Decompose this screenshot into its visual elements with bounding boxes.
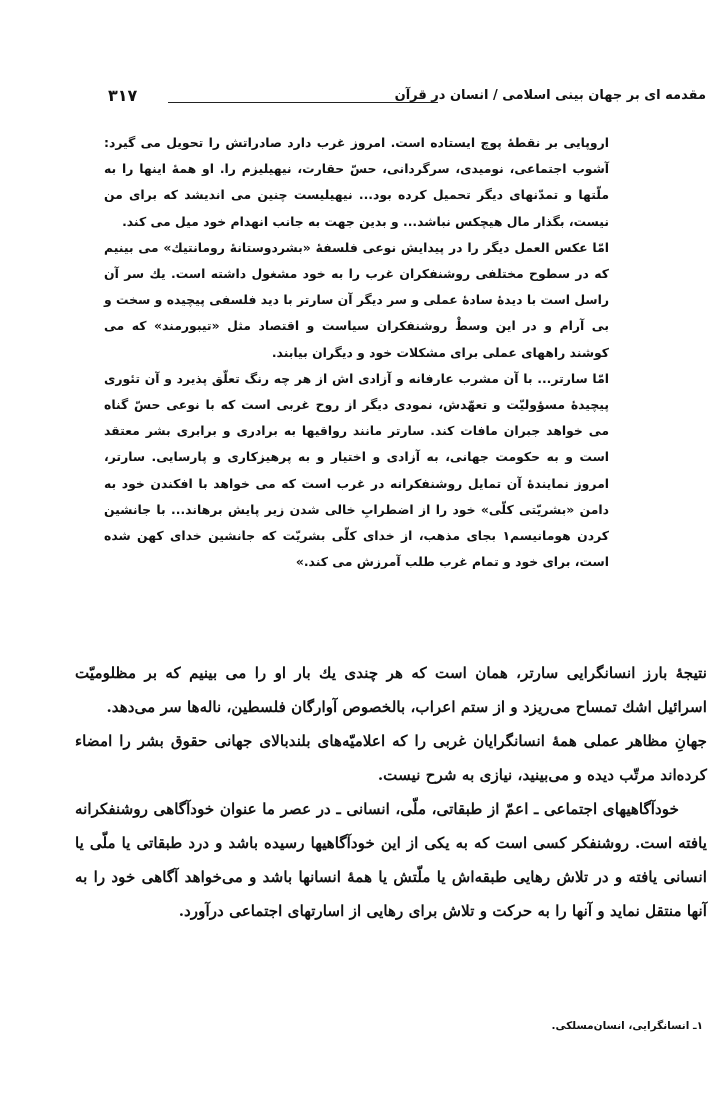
quote-paragraph: اروپایی بر نقطهٔ پوچ ایستاده است. امروز غرب دارد صادراتش را تحویل می گیرد: آشوب اجتماعی، نومیدی، سرگردانی، حسّ حقارت، نیهیلیزم را. او همهٔ اینها را به ملّتها و تمدّنهای دیگر تحمیل کرده بود... نیهیلیست چنین می اندیشد که برای من نیست، بگذار مال هیچکس نباشد... و بدین جهت به جانب انهدام خود میل می کند. [104, 135, 609, 229]
running-title: مقدمه ای بر جهان بینی اسلامی / انسان در قرآن [394, 88, 706, 103]
header-rule [168, 102, 438, 103]
quoted-passage [104, 130, 609, 575]
body-text [75, 656, 707, 928]
page-number: ۳۱۷ [108, 86, 138, 105]
running-header [108, 86, 706, 112]
body-paragraph: جهانِ مظاهر عملی همهٔ انسانگرایان غربی را که اعلامیّه‌های بلندبالای جهانی حقوق بشر را امضاء کرده‌اند مرتّب دیده و می‌بینید، نیازی به شرح نیست. [75, 732, 707, 784]
body-paragraph: خودآگاهیهای اجتماعی ـ اعمّ از طبقاتی، ملّی، انسانی ـ در عصر ما عنوان خودآگاهی روشنفکرانه یافته است. روشنفکر کسی است که به یکی از این خودآگاهیها رسیده باشد و درد طبقاتی یا ملّی یا انسانی یافته و در تلاش رهایی طبقه‌اش یا ملّتش یا همهٔ انسانها باشد و می‌خواهد آگاهی خود را به آنها منتقل نماید و آنها را به حرکت و تلاش برای رهایی از اسارتهای اجتماعی درآورد. [75, 800, 707, 920]
body-paragraph: نتیجهٔ بارز انسانگرایی سارتر، همان است که هر چندی یك بار او را می بینیم که بر مظلومیّت اسرائیل اشك تمساح می‌ریزد و از ستم اعراب، بالخصوص آوارگان فلسطین، ناله‌ها سر می‌دهد. [75, 664, 707, 716]
quote-paragraph: امّا عکس العمل دیگر را در پیدایش نوعی فلسفهٔ «بشردوستانهٔ رومانتیك» می بینیم که در سطوح مختلفی روشنفکران غرب را به خود مشغول داشته است. یك سر آن راسل است با دیدهٔ سادهٔ عملی و سر دیگر آن سارتر با دید فلسفی پیچیده و سخت و بی آرام و در این وسطْ روشنفکران سیاست و اقتصاد مثل «تیبورمند» که می کوشند راههای عملی برای مشکلات خود و دیگران بیابند. [104, 239, 609, 360]
quote-paragraph: امّا سارتر... با آن مشرب عارفانه و آزادی اش از هر چه رنگ تعلّق پذیرد و آن تئوری پیچیدهٔ مسؤولیّت و تعهّدش، نمودی دیگر از روح غربی است که با نوعی حسّ گناه می خواهد جبران مافات کند. سارتر مانند رواقیها به برادری و برابری بشر معتقد است و به حکومت جهانی، به آزادی و اختیار و به پرهیزکاری و پارسایی. سارتر، امروز نمایندهٔ آن تمایل روشنفکرانه در غرب است که می خواهد با افکندن خود به دامن «بشریّتی کلّی» خود را از اضطرابِ خالی شدن زیر پایش برهاند... با جانشین کردن هومانیسم۱ بجای مذهب، از خدای کلّی بشریّت که جانشین خدای کهن شده است، برای خود و تمام غرب طلب آمرزش می کند.» [104, 370, 609, 570]
footnote: ۱ـ انسانگرایی، انسان‌مسلکی. [551, 1020, 703, 1032]
